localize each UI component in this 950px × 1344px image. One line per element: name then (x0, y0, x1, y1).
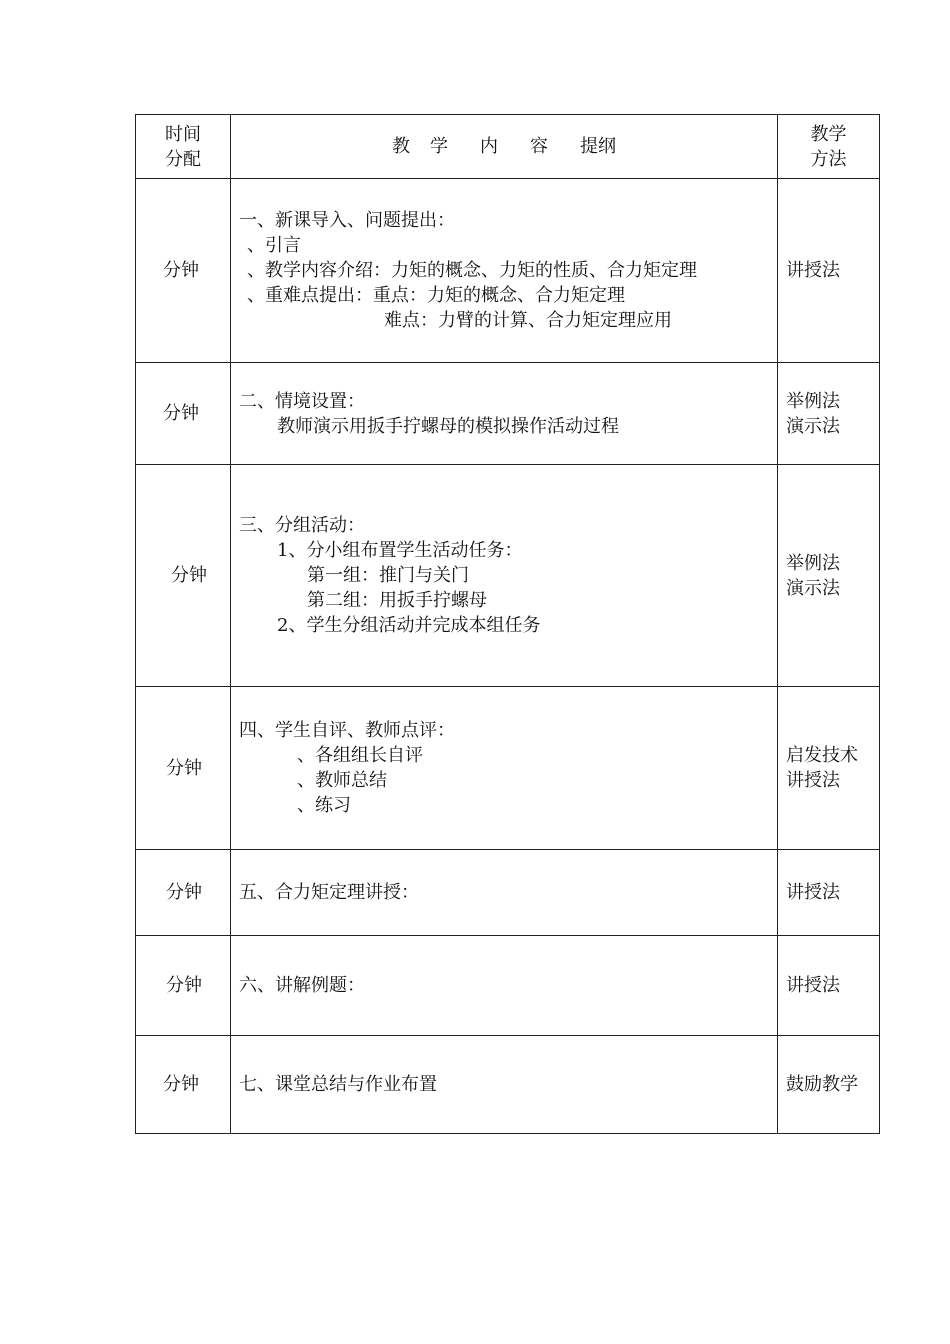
header-method-line1: 教学 (810, 123, 847, 145)
content-line: 六、讲解例题： (239, 975, 365, 996)
header-title-part-3: 内 (480, 136, 498, 157)
header-time-cell (136, 115, 231, 179)
content-cell (231, 179, 778, 363)
content-line: 1、分小组布置学生活动任务： (277, 540, 523, 561)
table-row (136, 363, 880, 465)
header-row (136, 115, 880, 179)
method-line: 演示法 (786, 415, 840, 437)
table-row (136, 1036, 880, 1134)
time-cell: 分钟 (136, 179, 231, 363)
time-cell: 分钟 (136, 465, 231, 687)
method-cell (778, 850, 880, 936)
method-cell (778, 936, 880, 1036)
content-line: 一、新课导入、问题提出： (239, 210, 455, 231)
header-time-line1: 时间 (165, 123, 201, 145)
content-cell (231, 363, 778, 465)
method-line: 讲授法 (786, 770, 840, 791)
method-line: 讲授法 (786, 975, 840, 996)
content-cell (231, 465, 778, 687)
content-line: 2、学生分组活动并完成本组任务 (277, 615, 541, 636)
content-line: 第二组：用扳手拧螺母 (307, 590, 487, 611)
table-row (136, 465, 880, 687)
header-title-part-1: 教 (392, 136, 410, 157)
method-line: 讲授法 (786, 882, 840, 903)
content-cell (231, 850, 778, 936)
header-title-part-5: 提纲 (580, 136, 616, 157)
content-line: 四、学生自评、教师点评： (239, 720, 455, 741)
time-cell: 分钟 (136, 1036, 231, 1134)
table-row (136, 850, 880, 936)
header-title-part-2: 学 (430, 136, 448, 157)
content-line: 、重难点提出：重点：力矩的概念、合力矩定理 (247, 285, 625, 306)
method-line: 举例法 (786, 390, 840, 412)
content-cell (231, 1036, 778, 1134)
header-title-part-4: 容 (530, 136, 548, 157)
method-cell (778, 363, 880, 465)
lesson-plan-sheet (135, 114, 878, 1134)
table-row (136, 936, 880, 1036)
content-cell (231, 936, 778, 1036)
content-line: 、引言 (247, 235, 301, 256)
content-line: 三、分组活动： (239, 515, 365, 536)
time-cell: 分钟 (136, 850, 231, 936)
header-method-line2: 方法 (810, 148, 847, 170)
content-line: 五、合力矩定理讲授： (239, 882, 419, 903)
time-cell: 分钟 (136, 363, 231, 465)
content-line: 教师演示用扳手拧螺母的模拟操作活动过程 (277, 415, 619, 437)
method-cell (778, 1036, 880, 1134)
method-line: 启发技术 (786, 745, 858, 766)
method-line: 讲授法 (786, 260, 840, 281)
header-title-cell (231, 115, 778, 179)
table-row (136, 687, 880, 850)
method-line: 鼓励教学 (786, 1074, 858, 1095)
method-line: 举例法 (786, 552, 840, 574)
table-row (136, 179, 880, 363)
method-cell (778, 687, 880, 850)
lesson-plan-table (135, 114, 880, 1134)
method-line: 演示法 (786, 577, 840, 599)
method-cell (778, 179, 880, 363)
content-line: 、教学内容介绍：力矩的概念、力矩的性质、合力矩定理 (247, 260, 697, 281)
content-line: 、练习 (297, 795, 351, 816)
time-cell: 分钟 (136, 687, 231, 850)
time-cell: 分钟 (136, 936, 231, 1036)
header-method-cell (778, 115, 880, 179)
content-line: 难点：力臂的计算、合力矩定理应用 (384, 310, 672, 331)
header-time-line2: 分配 (165, 148, 201, 170)
content-line: 七、课堂总结与作业布置 (239, 1074, 437, 1095)
method-cell (778, 465, 880, 687)
content-cell (231, 687, 778, 850)
content-line: 二、情境设置： (239, 390, 365, 412)
content-line: 第一组：推门与关门 (307, 565, 469, 586)
content-line: 、教师总结 (297, 770, 387, 791)
content-line: 、各组组长自评 (297, 745, 423, 766)
